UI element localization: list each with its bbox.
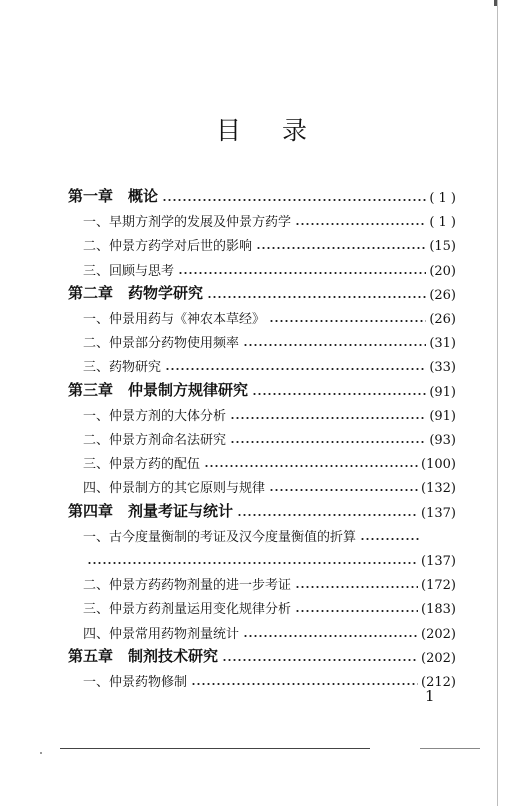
toc-chapter-title: 第五章 制剂技术研究: [68, 646, 219, 665]
toc-leader-dots: [269, 487, 418, 493]
toc-page-number: (172): [421, 578, 456, 594]
toc-page-number: (202): [421, 626, 456, 642]
toc-leader-dots: [295, 584, 418, 590]
toc-leader-dots: [243, 633, 418, 639]
toc-heading-char-2: 录: [282, 116, 308, 145]
toc-chapter-entry: [68, 642, 456, 666]
toc-leader-dots: [237, 512, 418, 518]
toc-leader-dots: [256, 245, 426, 251]
toc-page-number: (202): [421, 650, 456, 666]
toc-chapter-entry: [68, 497, 456, 521]
toc-heading-char-1: 目: [216, 116, 242, 145]
toc-leader-dots: [360, 536, 420, 542]
toc-section-entry: [83, 593, 456, 617]
toc-leader-dots: [295, 608, 418, 614]
toc-section-title: 四、仲景常用药物剂量统计: [83, 626, 240, 642]
toc-page-number: (183): [421, 602, 456, 618]
toc-section-entry: [83, 303, 456, 327]
toc-section-title: 三、药物研究: [83, 360, 162, 376]
toc-section-title: 一、仲景方剂的大体分析: [83, 408, 227, 424]
toc-page-number: ( 1 ): [429, 215, 456, 231]
toc-leader-dots: [269, 318, 426, 324]
toc-chapter-entry: [68, 279, 456, 303]
corner-mark: [494, 0, 497, 6]
toc-section-entry: [83, 230, 456, 254]
toc-section-title: 四、仲景制方的其它原则与规律: [83, 481, 266, 497]
toc-chapter-entry: [68, 376, 456, 400]
toc-page-number: (91): [429, 384, 456, 400]
toc-leader-dots: [162, 197, 426, 203]
toc-section-entry: [83, 206, 456, 230]
toc-section-entry: [83, 666, 456, 690]
toc-page-number: (33): [429, 360, 456, 376]
toc-section-entry: [83, 472, 456, 496]
toc-page-number: (137): [421, 554, 456, 569]
toc-section-entry: [83, 327, 456, 351]
toc-page-number: (31): [429, 336, 456, 352]
bottom-rule-right: [420, 748, 480, 749]
toc-page-number: (212): [421, 675, 456, 690]
toc-section-title: 三、仲景方药的配伍: [83, 457, 201, 473]
toc-chapter-title: 第四章 剂量考证与统计: [68, 501, 234, 520]
toc-section-entry: [83, 424, 456, 448]
page-number: 1: [425, 687, 435, 705]
toc-chapter-title: 第三章 仲景制方规律研究: [68, 380, 249, 399]
toc-leader-dots: [222, 657, 418, 663]
toc-chapter-entry: [68, 182, 456, 206]
toc-section-title: 一、仲景用药与《神农本草经》: [83, 312, 266, 327]
toc-leader-dots: [204, 463, 418, 469]
toc-page-number: (15): [429, 239, 456, 255]
toc-leader-dots: [87, 560, 418, 566]
toc-page-number: ( 1 ): [429, 191, 456, 206]
scan-speck: [40, 752, 42, 754]
toc-section-title: 二、仲景方药学对后世的影响: [83, 239, 253, 255]
toc-section-entry: [83, 545, 456, 569]
toc-page-number: (93): [429, 433, 456, 448]
toc-section-entry: [83, 255, 456, 279]
toc-section-title: 三、回顾与思考: [83, 263, 175, 279]
toc-leader-dots: [230, 439, 426, 445]
toc-leader-dots: [230, 415, 426, 421]
toc-page-number: (26): [429, 312, 456, 327]
bottom-rule: [60, 748, 370, 749]
toc-section-title: 二、仲景方剂命名法研究: [83, 433, 227, 448]
toc-section-entry: [83, 521, 456, 545]
toc-section-title: 一、仲景药物修制: [83, 675, 188, 690]
toc-section-entry: [83, 569, 456, 593]
toc-page-number: (137): [421, 505, 456, 521]
toc-page-number: (20): [429, 263, 456, 279]
toc-leader-dots: [252, 391, 426, 397]
toc-chapter-title: 第一章 概论: [68, 187, 159, 205]
toc-section-entry: [83, 400, 456, 424]
toc-leader-dots: [295, 221, 426, 227]
toc-page-number: (26): [429, 287, 456, 303]
toc-leader-dots: [191, 681, 418, 687]
toc-section-title: 三、仲景方药剂量运用变化规律分析: [83, 602, 292, 618]
toc-leader-dots: [165, 366, 426, 372]
toc-page-number: (100): [421, 457, 456, 473]
toc-page-number: (91): [429, 408, 456, 424]
toc-leader-dots: [178, 270, 426, 276]
toc-section-entry: [83, 351, 456, 375]
toc-leader-dots: [207, 294, 426, 300]
toc-section-title: 一、早期方剂学的发展及仲景方药学: [83, 215, 292, 231]
toc-page-number: (132): [421, 481, 456, 497]
toc-heading: [0, 114, 506, 148]
toc-section-title: 二、仲景方药药物剂量的进一步考证: [83, 578, 292, 594]
toc-section-title: 一、古今度量衡制的考证及汉今度量衡值的折算: [83, 529, 357, 545]
toc-section-title: 二、仲景部分药物使用频率: [83, 336, 240, 352]
toc-section-entry: [83, 618, 456, 642]
toc-leader-dots: [243, 342, 426, 348]
toc-chapter-title: 第二章 药物学研究: [68, 283, 204, 302]
toc-section-entry: [83, 448, 456, 472]
